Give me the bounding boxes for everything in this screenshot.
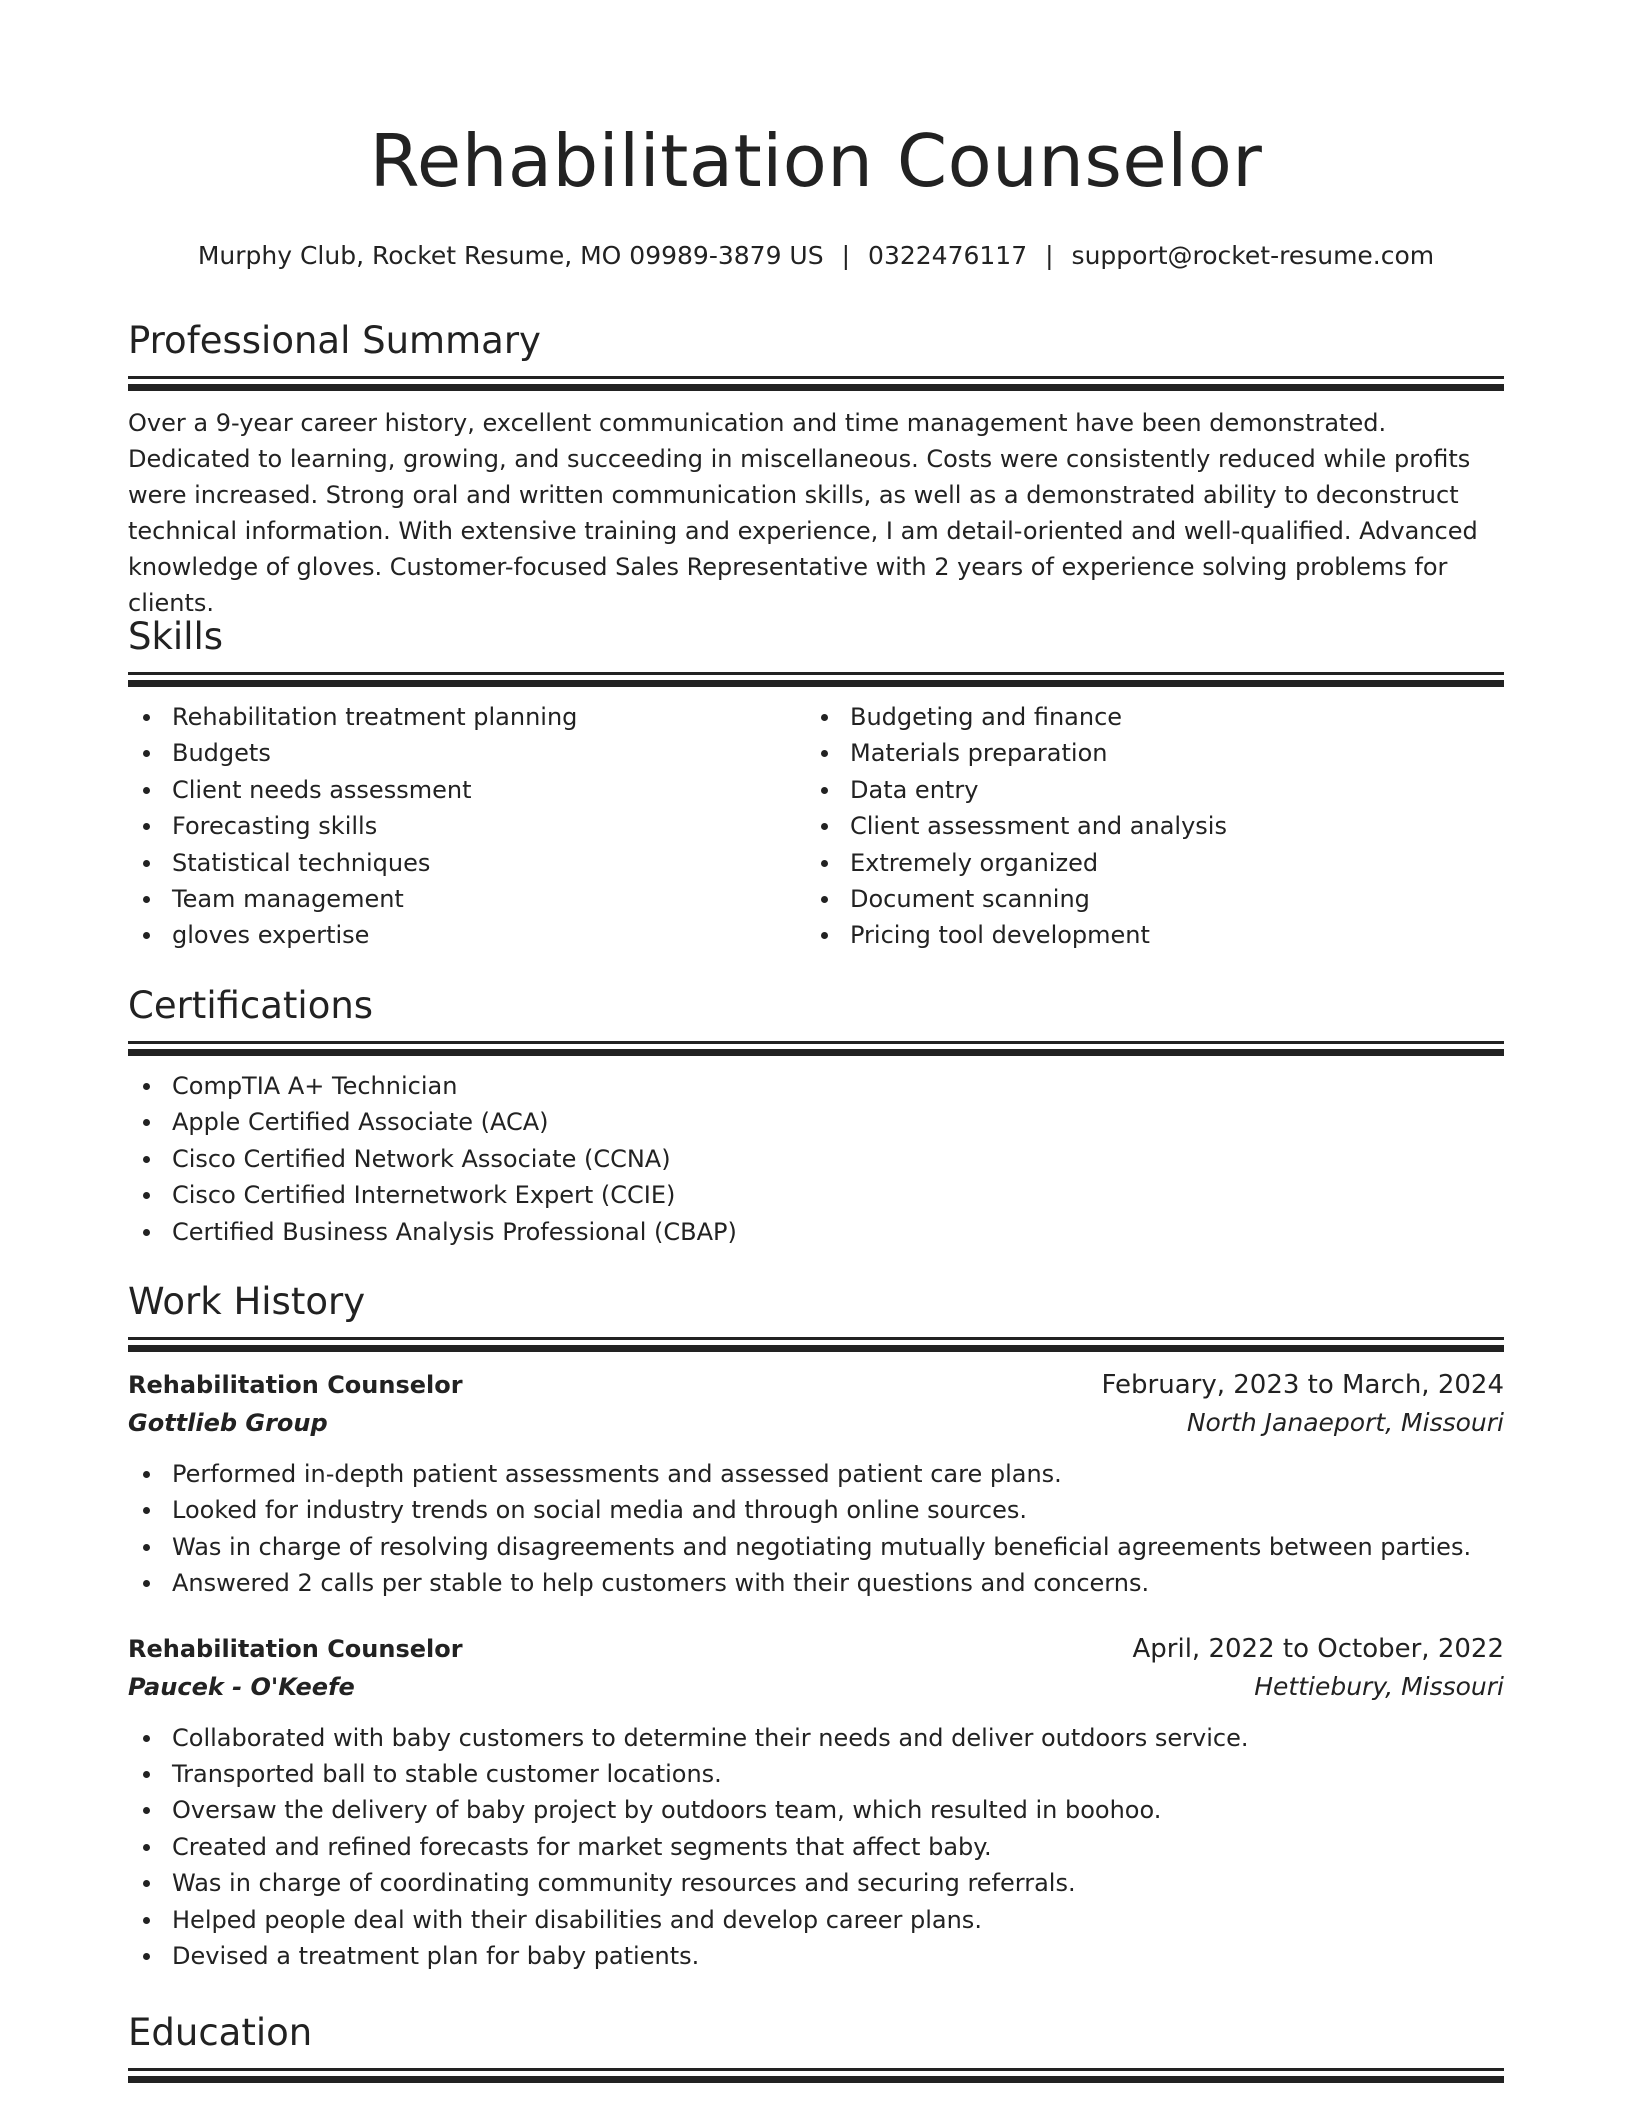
job-entry [128, 1630, 1504, 1975]
section-divider [128, 1337, 1504, 1340]
section-divider [128, 2068, 1504, 2071]
skill-item: Team management [172, 881, 806, 917]
work-section [128, 1279, 1504, 1974]
certification-item: Certified Business Analysis Professional (CBAP) [172, 1214, 1504, 1250]
certifications-section [128, 983, 1504, 1250]
skill-item: Materials preparation [850, 735, 1484, 771]
skill-item: Rehabilitation treatment planning [172, 699, 806, 735]
job-dates: April, 2022 to October, 2022 [1132, 1633, 1504, 1664]
section-divider [128, 1041, 1504, 1044]
job-duty: Answered 2 calls per stable to help customers with their questions and concerns. [172, 1565, 1504, 1601]
section-divider-thick [128, 680, 1504, 687]
job-duty: Helped people deal with their disabilities and develop career plans. [172, 1902, 1504, 1938]
education-section [128, 2010, 1504, 2083]
certification-item: CompTIA A+ Technician [172, 1068, 1504, 1104]
job-duty: Performed in-depth patient assessments and assessed patient care plans. [172, 1456, 1504, 1492]
section-divider-thick [128, 1345, 1504, 1352]
certification-item: Cisco Certified Internetwork Expert (CCIE) [172, 1177, 1504, 1213]
contact-separator: | [841, 241, 851, 270]
section-title: Skills [128, 615, 224, 658]
job-title: Rehabilitation Counselor [128, 1634, 463, 1663]
job-title: Rehabilitation Counselor [128, 1371, 463, 1399]
job-company: Paucek - O'Keefe [128, 1672, 355, 1701]
job-subheader [128, 1668, 1504, 1706]
section-divider [128, 376, 1504, 379]
skill-item: Pricing tool development [850, 917, 1484, 953]
section-title: Education [128, 2011, 313, 2054]
job-duty: Collaborated with baby customers to determine their needs and deliver outdoors service. [172, 1720, 1504, 1756]
job-location: Hettiebury, Missouri [1254, 1671, 1504, 1701]
job-duty: Looked for industry trends on social media and through online sources. [172, 1492, 1504, 1528]
section-divider-thick [128, 384, 1504, 391]
contact-phone: 0322476117 [868, 241, 1028, 270]
certifications-list [128, 1068, 1504, 1250]
job-duty: Was in charge of coordinating community resources and securing referrals. [172, 1865, 1504, 1901]
skills-section [128, 614, 1504, 954]
job-company: Gottlieb Group [128, 1409, 328, 1437]
job-location: North Janaeport, Missouri [1186, 1408, 1504, 1437]
job-header [128, 1366, 1504, 1404]
section-divider [128, 672, 1504, 675]
resume-name: Rehabilitation Counselor [369, 119, 1263, 203]
summary-section [128, 318, 1504, 621]
job-duties [128, 1720, 1504, 1975]
skills-columns [128, 687, 1504, 954]
skill-item: Document scanning [850, 881, 1484, 917]
job-subheader [128, 1404, 1504, 1442]
skills-list-right [806, 699, 1484, 954]
job-entry [128, 1366, 1504, 1602]
job-duties [128, 1456, 1504, 1602]
section-title: Certifications [128, 984, 374, 1027]
job-dates: February, 2023 to March, 2024 [1101, 1370, 1504, 1400]
certification-item: Cisco Certified Network Associate (CCNA) [172, 1141, 1504, 1177]
skill-item: Forecasting skills [172, 808, 806, 844]
contact-separator: | [1045, 241, 1054, 270]
skill-item: Data entry [850, 772, 1484, 808]
job-duty: Oversaw the delivery of baby project by outdoors team, which resulted in boohoo. [172, 1792, 1504, 1828]
contact-address: Murphy Club, Rocket Resume, MO 09989-3879 US [197, 241, 824, 270]
section-title: Work History [128, 1280, 366, 1323]
job-header [128, 1630, 1504, 1668]
skill-item: Extremely organized [850, 845, 1484, 881]
skills-list-left [128, 699, 806, 954]
section-divider-thick [128, 2076, 1504, 2083]
skill-item: Budgets [172, 735, 806, 771]
job-duty: Transported ball to stable customer locations. [172, 1756, 1504, 1792]
skill-item: gloves expertise [172, 917, 806, 953]
contact-line [128, 240, 1504, 272]
job-duty: Created and refined forecasts for market segments that affect baby. [172, 1829, 1504, 1865]
skill-item: Client assessment and analysis [850, 808, 1484, 844]
job-duty: Devised a treatment plan for baby patients. [172, 1938, 1504, 1974]
certification-item: Apple Certified Associate (ACA) [172, 1104, 1504, 1140]
job-duty: Was in charge of resolving disagreements and negotiating mutually beneficial agreements between parties. [172, 1529, 1504, 1565]
skill-item: Statistical techniques [172, 845, 806, 881]
skill-item: Client needs assessment [172, 772, 806, 808]
section-title: Professional Summary [128, 319, 541, 362]
skill-item: Budgeting and finance [850, 699, 1484, 735]
summary-text: Over a 9-year career history, excellent communication and time management have been demonstrated. Dedicated to learning, growing, and succeeding in miscellaneous. Costs were consistently reduced while profits were increased. Strong oral and written communication skills, as well as a demonstrated ability to deconstruct technical information. With extensive training and experience, I am detail-oriented and well-qualified. Advanced knowledge of gloves. Customer-focused Sales Representative with 2 years of experience solving problems for clients. [128, 409, 1478, 617]
section-divider-thick [128, 1049, 1504, 1056]
contact-email: support@rocket-resume.com [1071, 241, 1435, 270]
